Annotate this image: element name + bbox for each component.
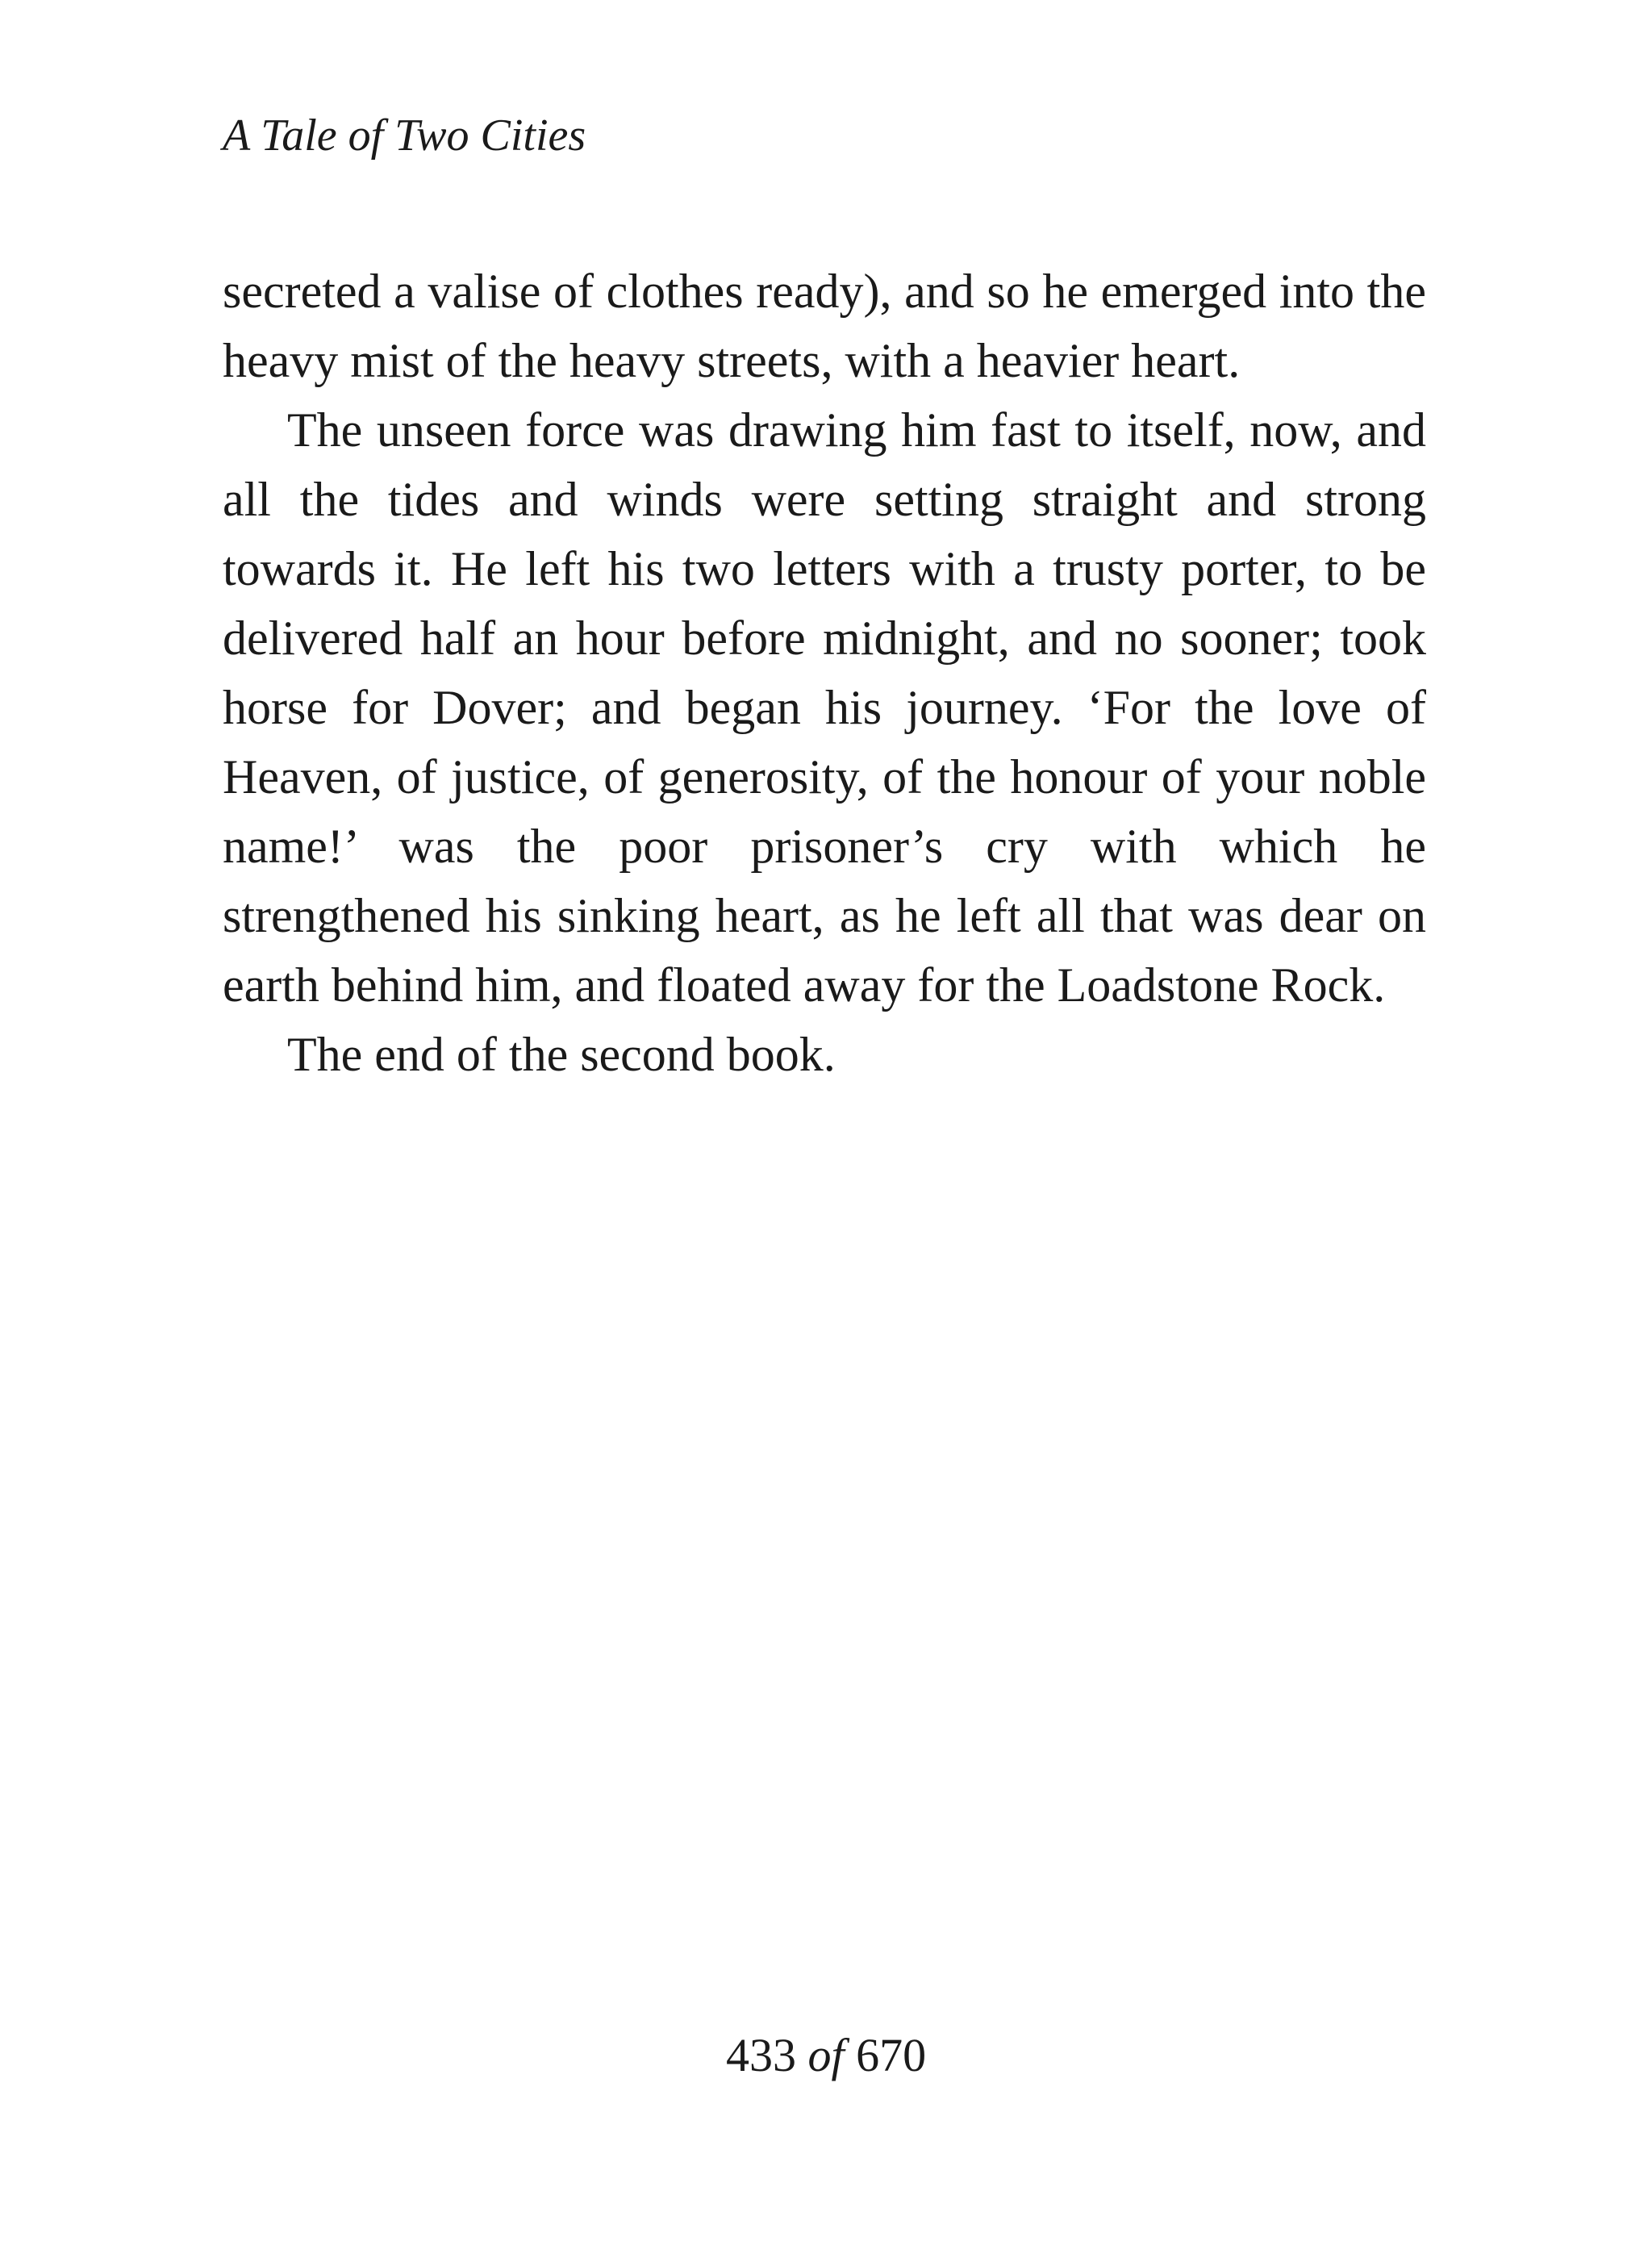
page-of-word: of	[807, 2029, 845, 2081]
page-number	[0, 2023, 1652, 2088]
paragraph-end-of-book: The end of the second book.	[287, 1028, 836, 1081]
paragraph-continuation: secreted a valise of clothes ready), and so he emerged into the heavy mist of the heavy streets, with a heavier heart.	[223, 265, 1426, 387]
running-header-title: A Tale of Two Cities	[223, 111, 586, 161]
page-body	[223, 257, 1426, 1089]
current-page-number: 433	[725, 2029, 796, 2081]
total-page-count: 670	[856, 2029, 927, 2081]
paragraph-unseen-force: The unseen force was drawing him fast to itself, now, and all the tides and winds were setting straight and strong towards it. He left his two letters with a trusty porter, to be delivered half an hour before midnight, and no sooner; took horse for Dover; and began his journey. ‘For the love of Heaven, of justice, of generosity, of the honour of your noble name!’ was the poor prisoner’s cry with which he strengthened his sinking heart, as he left all that was dear on earth behind him, and floated away for the Loadstone Rock.	[223, 403, 1426, 1012]
